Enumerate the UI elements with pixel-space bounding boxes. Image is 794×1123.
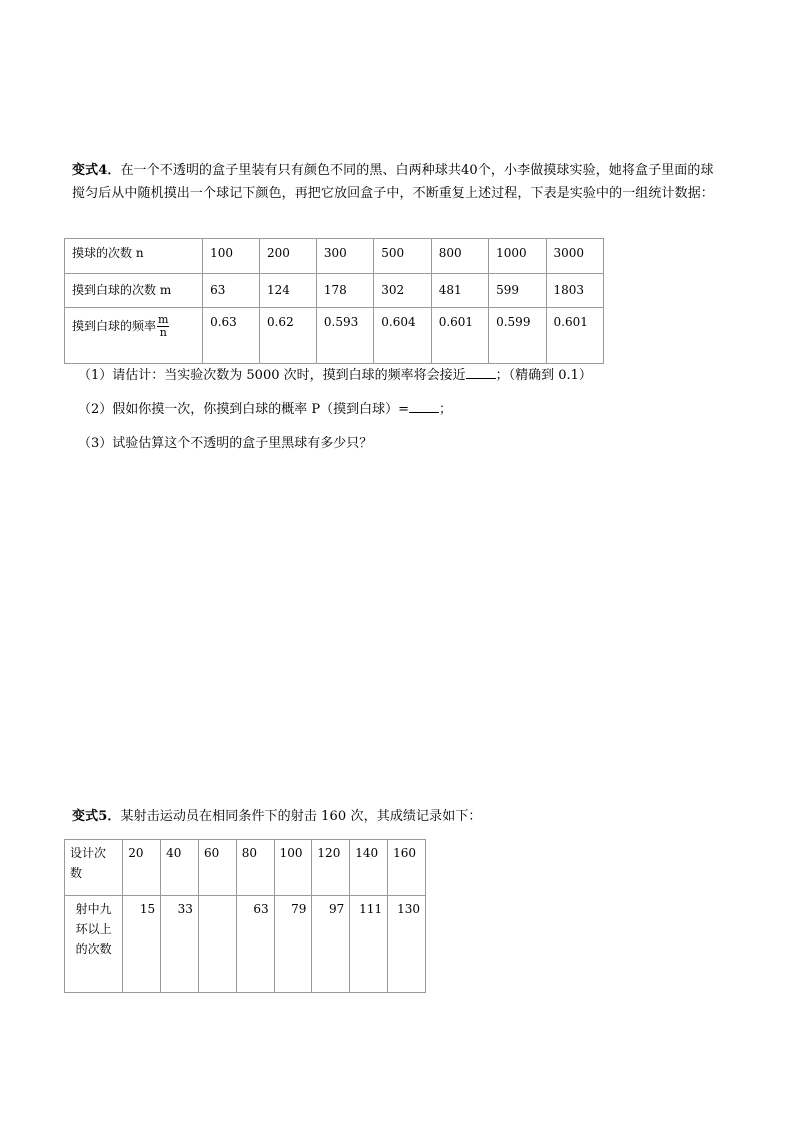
row-label-n: 摸球的次数 n [65,239,203,274]
table-row [65,840,426,896]
cell-hits-6: 111 [350,896,388,993]
cell-n-5: 1000 [489,239,546,274]
cell-m-4: 481 [431,274,488,308]
table-row [65,274,604,308]
problem5-table [64,839,426,993]
cell-freq-2: 0.593 [316,308,373,364]
problem5-intro: 某射击运动员在相同条件下的射击 160 次，其成绩记录如下： [120,809,482,824]
question-2 [78,400,452,420]
cell-n-4: 800 [431,239,488,274]
fraction-m-over-n [157,314,169,339]
table-row [65,239,604,274]
row-label-freq [65,308,203,364]
cell-freq-0: 0.63 [203,308,260,364]
cell-m-3: 302 [374,274,431,308]
table-row [65,308,604,364]
cell-m-0: 63 [203,274,260,308]
cell-hits-4: 79 [274,896,312,993]
question-1-text-b: ；（精确到 0.1） [495,368,592,383]
fraction-numerator: m [158,313,169,326]
cell-n-3: 500 [374,239,431,274]
cell-shots-2: 60 [198,840,236,896]
row-label-shots: 设计次数 [65,840,123,896]
cell-m-6: 1803 [546,274,604,308]
cell-hits-3: 63 [236,896,274,993]
question-1 [78,366,592,386]
problem5-text [72,805,722,828]
answer-blank-1[interactable] [466,366,496,379]
row-label-m: 摸到白球的次数 m [65,274,203,308]
problem4-text [72,159,722,205]
problem4-label: 变式4． [72,163,121,178]
cell-hits-1: 33 [161,896,199,993]
problem4-intro: 在一个不透明的盒子里装有只有颜色不同的黑、白两种球共40个，小李做摸球实验，她将盒子里面的球搅匀后从中随机摸出一个球记下颜色，再把它放回盒子中，不断重复上述过程，下表是实验中的一组统计数据： [72,163,714,201]
cell-hits-0: 15 [123,896,161,993]
question-2-text-b: ； [439,402,453,417]
cell-freq-4: 0.601 [431,308,488,364]
cell-shots-0: 20 [123,840,161,896]
cell-shots-6: 140 [350,840,388,896]
cell-freq-6: 0.601 [546,308,604,364]
cell-freq-1: 0.62 [259,308,316,364]
fraction-denominator: n [159,326,167,339]
problem5-label: 变式5． [72,809,121,824]
problem4-table [64,238,604,364]
cell-freq-5: 0.599 [489,308,546,364]
cell-n-2: 300 [316,239,373,274]
cell-n-1: 200 [259,239,316,274]
row-label-freq-text: 摸到白球的频率 [72,319,157,333]
cell-n-6: 3000 [546,239,604,274]
cell-hits-2 [198,896,236,993]
cell-freq-3: 0.604 [374,308,431,364]
cell-hits-7: 130 [388,896,426,993]
cell-m-2: 178 [316,274,373,308]
cell-n-0: 100 [203,239,260,274]
cell-shots-7: 160 [388,840,426,896]
cell-shots-5: 120 [312,840,350,896]
question-1-text-a: （1）请估计：当实验次数为 5000 次时，摸到白球的频率将会接近 [78,368,466,383]
table-row [65,896,426,993]
question-3-text: （3）试验估算这个不透明的盒子里黑球有多少只？ [78,436,373,451]
cell-m-5: 599 [489,274,546,308]
question-2-text-a: （2）假如你摸一次，你摸到白球的概率 P（摸到白球）= [78,402,410,417]
cell-m-1: 124 [259,274,316,308]
cell-shots-1: 40 [161,840,199,896]
question-3 [78,434,372,454]
cell-shots-3: 80 [236,840,274,896]
cell-shots-4: 100 [274,840,312,896]
cell-hits-5: 97 [312,896,350,993]
answer-blank-2[interactable] [409,400,439,413]
row-label-hits: 射中九环以上的次数 [65,896,123,993]
